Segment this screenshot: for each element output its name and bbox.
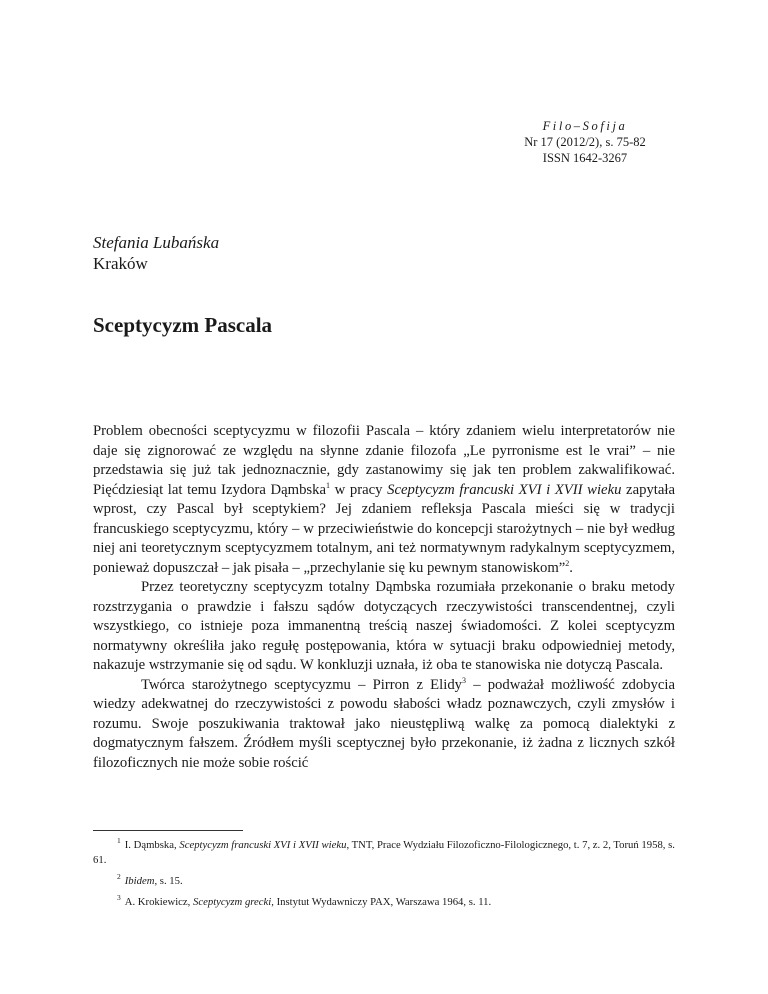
- paragraph-2: Przez teoretyczny sceptycyzm totalny Dąmbska rozumiała przekonanie o braku metody rozstrzygania o prawdzie i fałszu sądów dotyczących rzeczywistości transcendentnej, czyli wszystkiego, co istnieje poza immanentną treścią naszej świadomości. Z kolei sceptycyzm normatywny określiła jako regułę postępowania, która w sytuacji braku odpowiedniej metody, nakazuje wstrzymanie się od sądu. W konkluzji uznała, iż oba te stanowiska nie dotyczą Pascala.: [93, 579, 675, 673]
- paragraph-3-text-b: – podważał możliwość zdobycia wiedzy adekwatnej do rzeczywistości z powodu słabości władz poznawczych, czyli zmysłów i rozumu. Swoje poszukiwania traktował jako nieustępliwą walkę za pomocą dialektyki z dogmatycznym fałszem. Źródłem myśli sceptycznej było przekonanie, iż żadna z licznych szkół filozoficznych nie może sobie rościć: [93, 676, 675, 771]
- footnote-3-details: , Instytut Wydawniczy PAX, Warszawa 1964, s. 11.: [271, 896, 492, 908]
- footnote-1-author: I. Dąmbska,: [124, 839, 180, 851]
- author-city: Kraków: [93, 254, 148, 273]
- footnote-ref-2[interactable]: 2: [565, 558, 570, 568]
- footnote-1-details: , TNT, Prace Wydziału Filozoficzno-Filologicznego, t. 7, z. 2, Toruń 1958, s. 61.: [93, 839, 675, 866]
- paragraph-1-text-b: w pracy: [330, 481, 388, 498]
- paragraph-1-text-end: .: [569, 559, 573, 576]
- footnote-3-number: 3: [117, 893, 121, 903]
- paragraph-1-text-a: Problem obecności sceptycyzmu w filozofii Pascala – który zdaniem wielu interpretatorów nie daje się zignorować ze względu na słynne zdanie filozofa „Le pyrronisme est le vrai” – nie przedstawia się już tak jednoznacznie, gdy zastanowimy się jak ten problem zakwalifikować. Pięćdziesiąt lat temu Izydora Dąmbska: [93, 423, 675, 498]
- footnote-ref-3[interactable]: 3: [462, 675, 467, 685]
- article-title: Sceptycyzm Pascala: [93, 313, 273, 337]
- footnote-ref-1[interactable]: 1: [326, 480, 330, 490]
- journal-header: [470, 118, 700, 166]
- journal-issn: ISSN 1642-3267: [542, 151, 628, 165]
- footnote-2: [93, 874, 675, 889]
- footnote-2-number: 2: [117, 872, 121, 882]
- footnotes: [93, 838, 675, 916]
- footnote-3-author: A. Krokiewicz,: [124, 896, 194, 908]
- cited-book-title: Sceptycyzm francuski XVI i XVII wieku: [387, 481, 622, 498]
- footnote-2-title: Ibidem: [124, 875, 155, 887]
- footnote-1-number: 1: [117, 836, 121, 846]
- footnote-3: [93, 895, 675, 910]
- paragraph-3-text-a: Twórca starożytnego sceptycyzmu – Pirron z Elidy: [141, 676, 463, 693]
- paragraph-1: [93, 422, 675, 578]
- paragraph-3: [93, 676, 675, 774]
- author-name: Stefania Lubańska: [93, 233, 220, 252]
- footnote-1: [93, 838, 675, 868]
- article-body: [93, 422, 675, 773]
- footnote-3-title: Sceptycyzm grecki: [193, 896, 272, 908]
- journal-name: Filo–Sofija: [542, 119, 628, 133]
- footnote-2-details: , s. 15.: [154, 875, 183, 887]
- journal-issue: Nr 17 (2012/2), s. 75-82: [524, 135, 646, 149]
- footnote-divider: [93, 830, 243, 831]
- author-block: [93, 232, 219, 274]
- footnote-1-title: Sceptycyzm francuski XVI i XVII wieku: [179, 839, 347, 851]
- paragraph-1-text-c: zapytała wprost, czy Pascal był sceptykiem? Jej zdaniem refleksja Pascala mieści się w tradycji francuskiego sceptycyzmu, który – w przeciwieństwie do koncepcji starożytnych – nie był według niej ani teoretycznym sceptycyzmem totalnym, ani też normatywnym radykalnym sceptycyzmem, ponieważ dopuszczał – jak pisała – „przechylanie się ku pewnym stanowiskom”: [93, 481, 675, 576]
